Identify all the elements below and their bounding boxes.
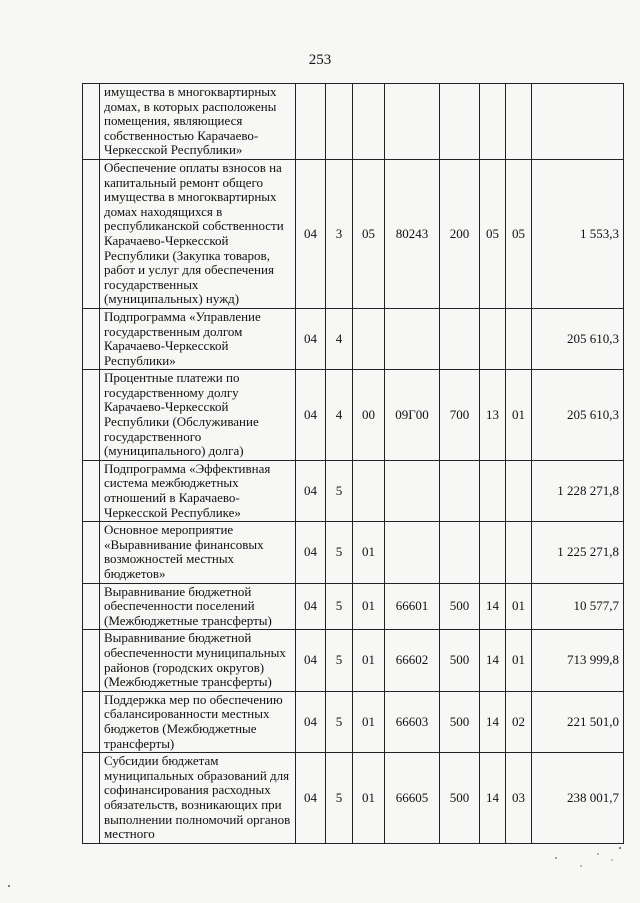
subchapter-cell: 01 bbox=[506, 630, 532, 691]
scan-speck bbox=[580, 865, 582, 867]
direction-code-cell: 66603 bbox=[385, 691, 440, 752]
program-code-cell: 01 bbox=[353, 522, 385, 583]
chapter-cell bbox=[480, 460, 506, 521]
expense-type-cell bbox=[440, 84, 480, 160]
amount-cell: 713 999,8 bbox=[532, 630, 624, 691]
subsection-code-cell: 4 bbox=[326, 308, 353, 369]
scan-speck bbox=[619, 847, 621, 849]
chapter-cell: 05 bbox=[480, 159, 506, 308]
section-code-cell bbox=[296, 84, 326, 160]
subsection-code-cell: 5 bbox=[326, 691, 353, 752]
chapter-cell: 13 bbox=[480, 370, 506, 461]
amount-cell: 1 225 271,8 bbox=[532, 522, 624, 583]
blank-cell bbox=[83, 522, 100, 583]
item-name-cell: Подпрограмма «Управление государственным долгом Карачаево-Черкесской Республики» bbox=[100, 308, 296, 369]
blank-cell bbox=[83, 84, 100, 160]
item-name-cell: Субсидии бюджетам муниципальных образований для софинансирования расходных обязательств, возникающих при выполнении полномочий органов местного bbox=[100, 753, 296, 844]
amount-cell bbox=[532, 84, 624, 160]
section-code-cell: 04 bbox=[296, 159, 326, 308]
program-code-cell: 01 bbox=[353, 691, 385, 752]
subchapter-cell: 02 bbox=[506, 691, 532, 752]
program-code-cell: 01 bbox=[353, 630, 385, 691]
subsection-code-cell: 3 bbox=[326, 159, 353, 308]
subchapter-cell bbox=[506, 460, 532, 521]
chapter-cell bbox=[480, 84, 506, 160]
blank-cell bbox=[83, 460, 100, 521]
program-code-cell: 01 bbox=[353, 753, 385, 844]
blank-cell bbox=[83, 583, 100, 630]
subsection-code-cell: 5 bbox=[326, 753, 353, 844]
amount-cell: 205 610,3 bbox=[532, 308, 624, 369]
chapter-cell: 14 bbox=[480, 691, 506, 752]
amount-cell: 238 001,7 bbox=[532, 753, 624, 844]
expense-type-cell: 700 bbox=[440, 370, 480, 461]
blank-cell bbox=[83, 753, 100, 844]
program-code-cell: 00 bbox=[353, 370, 385, 461]
program-code-cell: 01 bbox=[353, 583, 385, 630]
direction-code-cell: 66605 bbox=[385, 753, 440, 844]
amount-cell: 10 577,7 bbox=[532, 583, 624, 630]
program-code-cell bbox=[353, 84, 385, 160]
table-body bbox=[83, 84, 624, 844]
item-name-cell: Процентные платежи по государственному долгу Карачаево-Черкесской Республики (Обслуживание государственного (муниципального) долга) bbox=[100, 370, 296, 461]
item-name-cell: Выравнивание бюджетной обеспеченности поселений (Межбюджетные трансферты) bbox=[100, 583, 296, 630]
section-code-cell: 04 bbox=[296, 583, 326, 630]
section-code-cell: 04 bbox=[296, 522, 326, 583]
chapter-cell: 14 bbox=[480, 630, 506, 691]
direction-code-cell: 66601 bbox=[385, 583, 440, 630]
program-code-cell bbox=[353, 308, 385, 369]
blank-cell bbox=[83, 159, 100, 308]
budget-table bbox=[82, 83, 624, 844]
table-row bbox=[83, 159, 624, 308]
amount-cell: 205 610,3 bbox=[532, 370, 624, 461]
expense-type-cell: 500 bbox=[440, 753, 480, 844]
direction-code-cell bbox=[385, 308, 440, 369]
expense-type-cell: 200 bbox=[440, 159, 480, 308]
direction-code-cell bbox=[385, 460, 440, 521]
section-code-cell: 04 bbox=[296, 753, 326, 844]
expense-type-cell bbox=[440, 460, 480, 521]
subsection-code-cell bbox=[326, 84, 353, 160]
amount-cell: 221 501,0 bbox=[532, 691, 624, 752]
section-code-cell: 04 bbox=[296, 630, 326, 691]
table-row bbox=[83, 308, 624, 369]
subchapter-cell bbox=[506, 84, 532, 160]
blank-cell bbox=[83, 630, 100, 691]
item-name-cell: Обеспечение оплаты взносов на капитальный ремонт общего имущества в многоквартирных домах находящихся в республиканской собственности Карачаево-Черкесской Республики (Закупка товаров, работ и услуг для обеспечения государственных (муниципальных) нужд) bbox=[100, 159, 296, 308]
expense-type-cell: 500 bbox=[440, 630, 480, 691]
item-name-cell: имущества в многоквартирных домах, в которых расположены помещения, являющиеся собственностью Карачаево-Черкесской Республики» bbox=[100, 84, 296, 160]
table-row bbox=[83, 460, 624, 521]
table-row bbox=[83, 630, 624, 691]
table-row bbox=[83, 753, 624, 844]
blank-cell bbox=[83, 691, 100, 752]
item-name-cell: Поддержка мер по обеспечению сбалансированности местных бюджетов (Межбюджетные трансферты) bbox=[100, 691, 296, 752]
expense-type-cell bbox=[440, 308, 480, 369]
subchapter-cell bbox=[506, 308, 532, 369]
direction-code-cell bbox=[385, 522, 440, 583]
section-code-cell: 04 bbox=[296, 460, 326, 521]
page-number: 253 bbox=[308, 52, 332, 68]
scan-speck bbox=[597, 853, 599, 855]
table-row bbox=[83, 583, 624, 630]
direction-code-cell: 09Г00 bbox=[385, 370, 440, 461]
table-row bbox=[83, 691, 624, 752]
chapter-cell: 14 bbox=[480, 753, 506, 844]
subchapter-cell bbox=[506, 522, 532, 583]
subchapter-cell: 01 bbox=[506, 370, 532, 461]
table-row bbox=[83, 370, 624, 461]
expense-type-cell bbox=[440, 522, 480, 583]
section-code-cell: 04 bbox=[296, 308, 326, 369]
subchapter-cell: 05 bbox=[506, 159, 532, 308]
subchapter-cell: 03 bbox=[506, 753, 532, 844]
section-code-cell: 04 bbox=[296, 370, 326, 461]
amount-cell: 1 553,3 bbox=[532, 159, 624, 308]
amount-cell: 1 228 271,8 bbox=[532, 460, 624, 521]
direction-code-cell bbox=[385, 84, 440, 160]
blank-cell bbox=[83, 308, 100, 369]
chapter-cell bbox=[480, 522, 506, 583]
item-name-cell: Выравнивание бюджетной обеспеченности муниципальных районов (городских округов) (Межбюджетные трансферты) bbox=[100, 630, 296, 691]
program-code-cell: 05 bbox=[353, 159, 385, 308]
table-row bbox=[83, 522, 624, 583]
item-name-cell: Подпрограмма «Эффективная система межбюджетных отношений в Карачаево-Черкесской Республике» bbox=[100, 460, 296, 521]
expense-type-cell: 500 bbox=[440, 691, 480, 752]
chapter-cell bbox=[480, 308, 506, 369]
section-code-cell: 04 bbox=[296, 691, 326, 752]
expense-type-cell: 500 bbox=[440, 583, 480, 630]
chapter-cell: 14 bbox=[480, 583, 506, 630]
item-name-cell: Основное мероприятие «Выравнивание финансовых возможностей местных бюджетов» bbox=[100, 522, 296, 583]
subchapter-cell: 01 bbox=[506, 583, 532, 630]
subsection-code-cell: 5 bbox=[326, 460, 353, 521]
scan-speck bbox=[555, 857, 557, 859]
scan-speck bbox=[8, 885, 10, 887]
subsection-code-cell: 5 bbox=[326, 583, 353, 630]
blank-cell bbox=[83, 370, 100, 461]
scan-speck bbox=[611, 859, 612, 860]
direction-code-cell: 80243 bbox=[385, 159, 440, 308]
subsection-code-cell: 5 bbox=[326, 630, 353, 691]
subsection-code-cell: 4 bbox=[326, 370, 353, 461]
direction-code-cell: 66602 bbox=[385, 630, 440, 691]
table-row bbox=[83, 84, 624, 160]
subsection-code-cell: 5 bbox=[326, 522, 353, 583]
program-code-cell bbox=[353, 460, 385, 521]
